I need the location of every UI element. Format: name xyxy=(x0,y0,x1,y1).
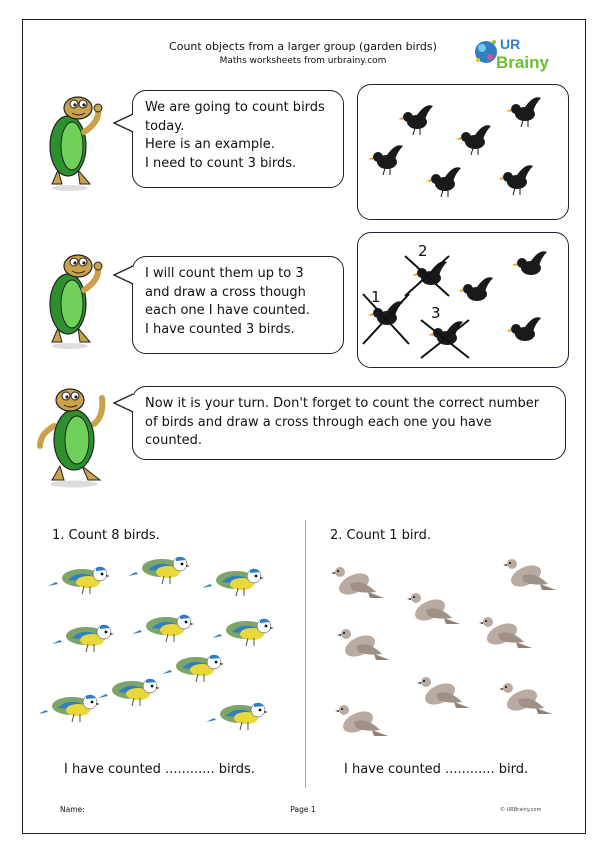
example-birds-1 xyxy=(357,84,567,218)
bubble2-line: and draw a cross though xyxy=(145,284,306,300)
blackbird-icon xyxy=(426,167,461,197)
bubble2-line: I have counted 3 birds. xyxy=(145,321,295,337)
bubble3-line: Now it is your turn. Don't forget to count the correct number xyxy=(145,396,540,411)
blackbird-icon xyxy=(368,145,403,175)
blue-tit-icon xyxy=(132,615,194,642)
blue-tit-icon xyxy=(98,679,160,706)
blue-tit-icon xyxy=(52,625,114,652)
blue-tit-icon xyxy=(206,703,268,730)
dove-icon xyxy=(331,567,384,599)
blackbird-icon xyxy=(498,165,533,195)
bubble-tail xyxy=(112,112,134,134)
dove-icon xyxy=(407,593,460,625)
count-number-3: 3 xyxy=(431,304,441,322)
blue-tit-icon xyxy=(212,619,274,646)
blue-tit-icon xyxy=(40,695,100,722)
speech-bubble-example xyxy=(132,256,344,354)
blue-tit-icon xyxy=(162,655,224,682)
example-birds-crossed xyxy=(357,232,567,366)
page-number: Page 1 xyxy=(290,805,316,814)
worksheet-subtitle: Maths worksheets from urbrainy.com xyxy=(219,56,387,66)
blackbird-icon xyxy=(506,317,541,341)
column-divider xyxy=(305,520,306,788)
count-number-2: 2 xyxy=(418,242,428,260)
bubble2-line: I will count them up to 3 xyxy=(145,266,304,281)
dove-icon xyxy=(503,559,556,591)
turtle-character-icon xyxy=(36,380,110,488)
blue-tit-group[interactable] xyxy=(40,550,280,740)
dove-icon xyxy=(499,683,552,715)
dove-group[interactable] xyxy=(322,550,562,750)
speech-bubble-intro xyxy=(132,90,344,188)
question-1-answer-line[interactable]: I have counted ............ birds. xyxy=(64,762,255,777)
logo-text-top: UR xyxy=(500,36,521,52)
bubble2-line: each one I have counted. xyxy=(145,303,310,318)
turtle-character-icon xyxy=(42,92,112,192)
copyright: © URBrainy.com xyxy=(500,807,542,813)
bubble1-line: today. xyxy=(145,118,185,134)
bubble1-line: I need to count 3 birds. xyxy=(145,155,297,171)
dove-icon xyxy=(335,705,388,737)
logo-text-bottom: Brainy xyxy=(496,53,549,72)
blackbird-icon xyxy=(456,125,491,155)
blue-tit-icon xyxy=(128,557,190,584)
urbrainy-logo xyxy=(472,30,564,74)
blackbird-icon xyxy=(506,97,541,127)
dove-icon xyxy=(479,617,532,649)
worksheet-title: Count objects from a larger group (garden birds) xyxy=(169,40,437,53)
bubble-tail xyxy=(112,392,134,414)
count-number-1: 1 xyxy=(371,288,381,306)
bubble-tail xyxy=(112,264,134,286)
dove-icon xyxy=(417,677,470,709)
bubble1-line: Here is an example. xyxy=(145,137,275,152)
blackbird-icon xyxy=(458,277,493,301)
blackbird-icon xyxy=(398,105,433,135)
blackbird-icon xyxy=(512,251,547,275)
dove-icon xyxy=(337,629,390,661)
name-label: Name: xyxy=(60,805,85,814)
blue-tit-icon xyxy=(48,567,110,594)
turtle-character-icon xyxy=(42,250,112,350)
question-2-answer-line[interactable]: I have counted ............ bird. xyxy=(344,762,529,777)
blue-tit-icon xyxy=(202,569,264,596)
bubble1-line: We are going to count birds xyxy=(145,100,325,115)
blackbird-icon xyxy=(428,321,463,345)
question-1-label: 1. Count 8 birds. xyxy=(52,528,160,543)
bubble3-line: counted. xyxy=(145,433,203,448)
question-2-label: 2. Count 1 bird. xyxy=(330,528,432,543)
speech-bubble-your-turn xyxy=(132,386,566,460)
bubble3-line: of birds and draw a cross through each one you have xyxy=(145,414,492,430)
